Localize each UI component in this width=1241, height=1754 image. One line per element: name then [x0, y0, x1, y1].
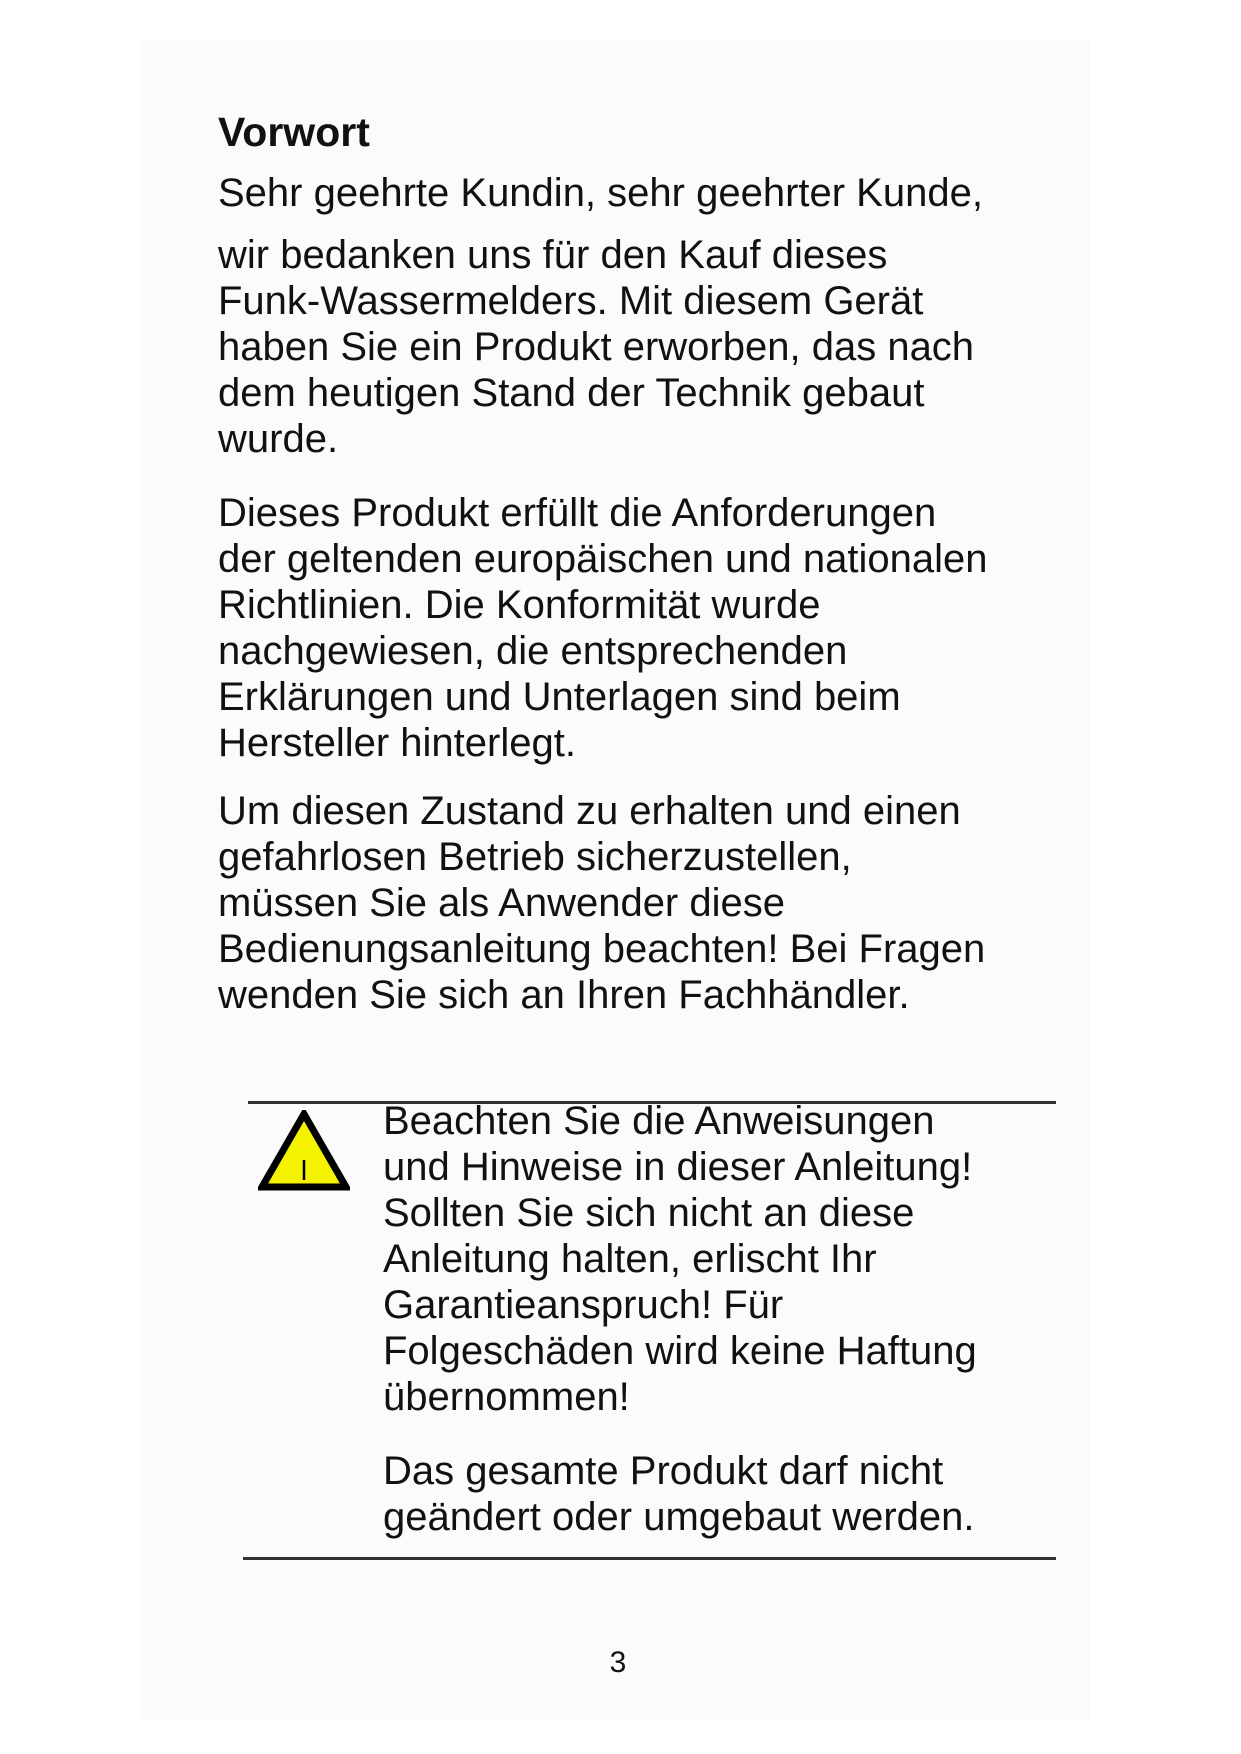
warning-paragraph: Beachten Sie die Anweisungen und Hinweise in dieser Anleitung! Sollten Sie sich nicht an diese Anleitung halten, erlischt Ihr Garantieanspruch! Für Folgeschäden wird keine Haftung übernommen! [383, 1099, 977, 1419]
conformity-paragraph: Dieses Produkt erfüllt die Anforderungen der geltenden europäischen und nationalen Richtlinien. Die Konformität wurde nachgewiesen, die entsprechenden Erklärungen und Unterlagen sind beim Hersteller hinterlegt. [218, 491, 988, 765]
warning-bottom-rule [243, 1557, 1056, 1560]
warning-triangle-icon [258, 1110, 350, 1192]
intro-paragraph: wir bedanken uns für den Kauf dieses Funk-Wassermelders. Mit diesem Gerät haben Sie ein Produkt erworben, das nach dem heutigen Stand der Technik gebaut wurde. [218, 233, 975, 461]
page-number: 3 [609, 1646, 627, 1679]
salutation-paragraph: Sehr geehrte Kundin, sehr geehrter Kunde, [218, 171, 983, 215]
warning-modification-paragraph: Das gesamte Produkt darf nicht geändert oder umgebaut werden. [383, 1449, 975, 1539]
usage-paragraph: Um diesen Zustand zu erhalten und einen gefahrlosen Betrieb sicherzustellen, müssen Sie als Anwender diese Bedienungsanleitung beachten! Bei Fragen wenden Sie sich an Ihren Fachhändler. [218, 789, 986, 1017]
page-heading: Vorwort [218, 109, 370, 155]
